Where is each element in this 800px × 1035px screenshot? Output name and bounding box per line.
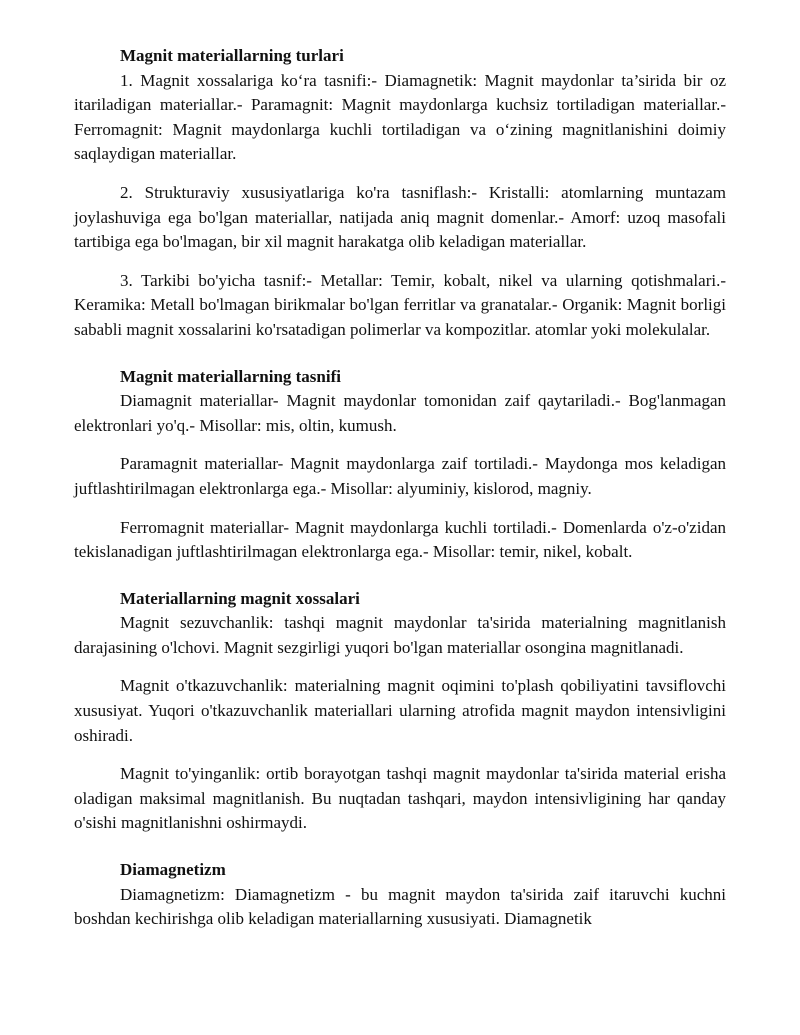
paragraph: Diamagnit materiallar- Magnit maydonlar tomonidan zaif qaytariladi.- Bog'lanmagan elektronlari yo'q.- Misollar: mis, oltin, kumush. [74, 391, 726, 435]
section-diamagnetizm [74, 858, 726, 932]
section-heading: Materiallarning magnit xossalari [120, 588, 360, 608]
paragraph: Paramagnit materiallar- Magnit maydonlarga zaif tortiladi.- Maydonga mos keladigan juftlashtirilmagan elektronlarga ega.- Misollar: alyuminiy, kislorod, magniy. [74, 454, 726, 498]
paragraph: Diamagnetizm: Diamagnetizm - bu magnit maydon ta'sirida zaif itaruvchi kuchni boshdan kechirishga olib keladigan materiallarning xususiyati. Diamagnetik [74, 884, 726, 929]
section-heading: Diamagnetizm [120, 860, 226, 880]
section-magnit-materiallarning-turlari [74, 44, 726, 343]
section-materiallarning-magnit-xossalari [74, 587, 726, 836]
paragraph: Magnit sezuvchanlik: tashqi magnit maydonlar ta'sirida materialning magnitlanish darajasining o'lchovi. Magnit sezgirligi yuqori bo'lgan materiallar osongina magnitlanadi. [74, 613, 726, 657]
paragraph: 1. Magnit xossalariga ko‘ra tasnifi:- Diamagnetik: Magnit maydonlar ta’sirida bir oz itariladigan materiallar.- Paramagnit: Magnit maydonlarga kuchsiz tortiladigan materiallar.- Ferromagnit: Magnit maydonlarga kuchli tortiladigan va o‘zining magnitlanishini doimiy saqlaydigan materiallar. [74, 70, 726, 164]
paragraph: Magnit to'yinganlik: ortib borayotgan tashqi magnit maydonlar ta'sirida material erisha oladigan maksimal magnitlanish. Bu nuqtadan tashqari, maydon intensivligining har qanday o'sishi magnitlanishni oshirmaydi. [74, 764, 726, 833]
section-heading: Magnit materiallarning turlari [120, 46, 344, 65]
paragraph: 2. Strukturaviy xususiyatlariga ko'ra tasniflash:- Kristalli: atomlarning muntazam joylashuviga ega bo'lgan materiallar, natijada aniq magnit domenlar.- Amorf: uzoq masofali tartibiga ega bo'lmagan, bir xil magnit harakatga olib keladigan materiallar. [74, 182, 726, 252]
paragraph: Ferromagnit materiallar- Magnit maydonlarga kuchli tortiladi.- Domenlarda o'z-o'zidan tekislanadigan juftlashtirilmagan elektronlarga ega.- Misollar: temir, nikel, kobalt. [74, 517, 726, 562]
document-page [74, 44, 726, 946]
section-magnit-materiallarning-tasnifi [74, 365, 726, 565]
paragraph: Magnit o'tkazuvchanlik: materialning magnit oqimini to'plash qobiliyatini tavsiflovchi xususiyat. Yuqori o'tkazuvchanlik materiallari ularning atrofida magnit maydon intensivligini oshiradi. [74, 676, 726, 745]
section-heading: Magnit materiallarning tasnifi [120, 366, 341, 386]
paragraph: 3. Tarkibi bo'yicha tasnif:- Metallar: Temir, kobalt, nikel va ularning qotishmalari.- Keramika: Metall bo'lmagan birikmalar bo'lgan ferritlar va granatalar.- Organik: Magnit borligi sababli magnit xossalarini ko'rsatadigan polimerlar va kompozitlar. atomlar yoki molekulalar. [74, 270, 726, 339]
